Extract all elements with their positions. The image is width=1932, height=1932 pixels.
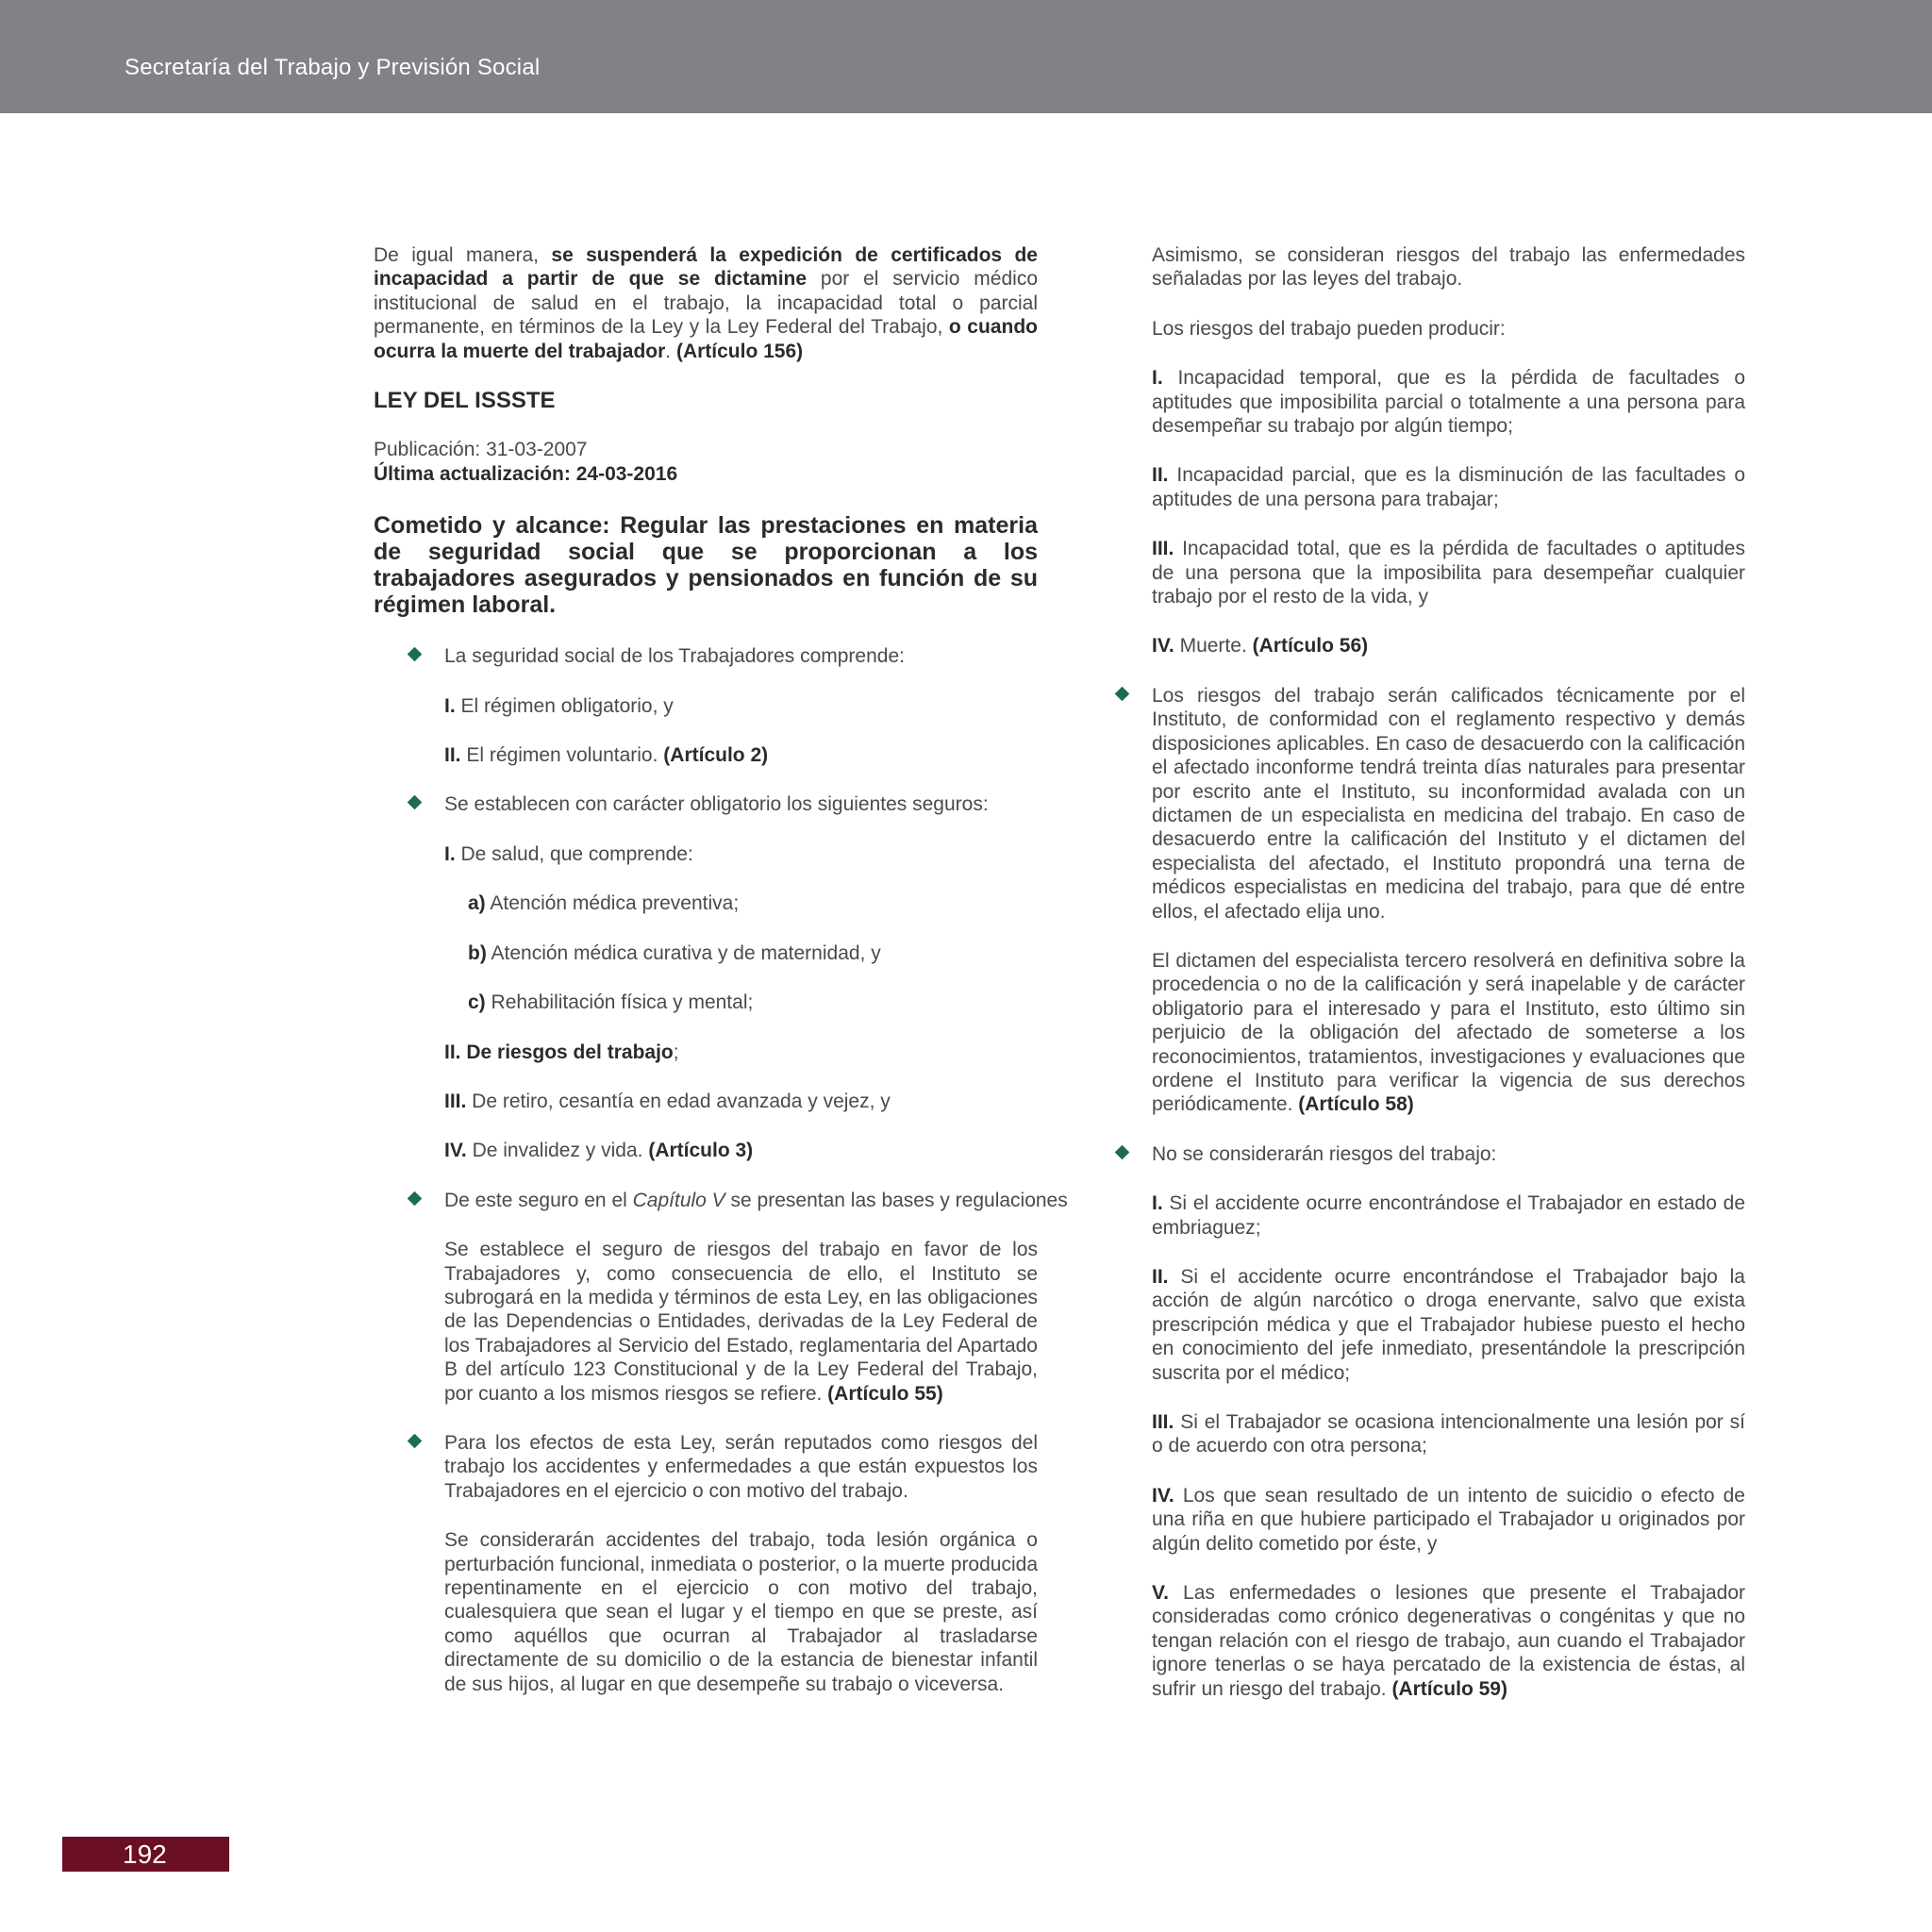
article-ref: (Artículo 156) — [675, 340, 804, 362]
article-ref: (Artículo 3) — [648, 1140, 754, 1162]
intro-paragraph: De igual manera, se suspenderá la expedición de certificados de incapacidad a partir de que se dictamine por el servicio médico institucional de salud en el trabajo, la incapacidad total o parcial permanente, en términos de la Ley y la Ley Federal del Trabajo, o cuando ocurra la muerte del trabajador. (Artículo 156) — [374, 244, 1039, 362]
diamond-bullet-icon — [1115, 687, 1130, 702]
last-update: Última actualización: 24-03-2016 — [374, 462, 678, 485]
page-header — [0, 0, 1932, 113]
right-column: Asimismo, se consideran riesgos del trabajo las enfermedades señaladas por las leyes del trabajo. Los riesgos del trabajo pueden producir: I. Incapacidad temporal, que es la pérdida de facultades o aptitudes que imposibilita parcial o totalmente a una persona para desempeñar su trabajo por algún tiempo; II. Incapacidad parcial, que es la disminución de las facultades o aptitudes de una persona para trabajar; III. Incapacidad total, que es la pérdida de facultades o aptitudes de una persona que la imposibilita para desempeñar cualquier trabajo por el resto de la vida, y IV. Muerte. (Artículo 56) Los riesgos del trabajo serán calificados técnicamente por el Instituto, de conformidad con el reglamento respectivo y demás disposiciones aplicables. En caso de desacuerdo con la calificación el afectado inconforme tendrá treinta días naturales para presentar por escrito ante el Instituto, su inconformidad avalada con un dictamen de un especialista en medicina del trabajo. En caso de desacuerdo entre la calificación del Instituto y el dictamen del especialista del afectado, el Instituto propondrá una terna de médicos especialistas en medicina del trabajo, para que dé entre ellos, el afectado elija uno. El dictamen del especialista tercero resolverá en definitiva sobre la procedencia o no de la calificación y será inapelable y de carácter obligatorio para el interesado y para el Instituto, esto último sin perjuicio de la obligación del afectado de someterse a los reconocimientos, tratamientos, investigaciones y evaluaciones que ordene el Instituto para verificar la vigencia de sus derechos periódicamente. (Artículo 58) No se considerarán riesgos del trabajo: I. Si el accidente ocurre encontrándose el Trabajador en estado de embriaguez; II. Si el accidente ocurre encontrándose el Trabajador bajo la acción de algún narcótico o droga enervante, salvo que exista prescripción médica y que el Trabajador hubiese puesto el hecho en conocimiento del jefe inmediato, presentándole la prescripción suscrita por el médico; III. Si el Trabajador se ocasiona intencionalmente una lesión por sí o de acuerdo con otra persona; IV. Los que sean resultado de un intento de suicidio o efecto de una riña en que hubiere participado el Trabajador u originados por algún delito cometido por éste, y V. Las enfermedades o lesiones que presente el Trabajador consideradas como crónico degenerativas o congénitas y que no tengan relación con el riesgo de trabajo, aun cuando el Trabajador ignore tenerlas o se haya percatado de la existencia de éstas, al sufrir un riesgo del trabajo. (Artículo 59) — [1152, 243, 1745, 1726]
article-ref: (Artículo 59) — [1391, 1677, 1507, 1700]
list-item: No se considerarán riesgos del trabajo: I. Si el accidente ocurre encontrándose el Trabajador en estado de embriaguez; II. Si el accidente ocurre encontrándose el Trabajador bajo la acción de algún narcótico o droga enervante, salvo que exista prescripción médica y que el Trabajador hubiese puesto el hecho en conocimiento del jefe inmediato, presentándole la prescripción suscrita por el médico; III. Si el Trabajador se ocasiona intencionalmente una lesión por sí o de acuerdo con otra persona; IV. Los que sean resultado de un intento de suicidio o efecto de una riña en que hubiere participado el Trabajador u originados por algún delito cometido por éste, y V. Las enfermedades o lesiones que presente el Trabajador consideradas como crónico degenerativas o congénitas y que no tengan relación con el riesgo de trabajo, aun cuando el Trabajador ignore tenerlas o se haya percatado de la existencia de éstas, al sufrir un riesgo del trabajo. (Artículo 59) — [1152, 1142, 1745, 1701]
header-title: Secretaría del Trabajo y Previsión Social — [125, 55, 541, 80]
diamond-bullet-icon — [408, 1434, 423, 1449]
article-ref: (Artículo 2) — [663, 744, 769, 767]
diamond-bullet-icon — [1115, 1145, 1130, 1160]
law-title: LEY DEL ISSSTE — [374, 388, 556, 414]
diamond-bullet-icon — [408, 1191, 423, 1206]
list-item: Los riesgos del trabajo serán calificados técnicamente por el Instituto, de conformidad con el reglamento respectivo y demás disposiciones aplicables. En caso de desacuerdo con la calificación el afectado inconforme tendrá treinta días naturales para presentar por escrito ante el Instituto, su inconformidad avalada con un dictamen de un especialista en medicina del trabajo. En caso de desacuerdo entre la calificación del Instituto y el dictamen del especialista del afectado, el Instituto propondrá una terna de médicos especialistas en medicina del trabajo, para que dé entre ellos, el afectado elija uno. El dictamen del especialista tercero resolverá en definitiva sobre la procedencia o no de la calificación y será inapelable y de carácter obligatorio para el interesado y para el Instituto, esto último sin perjuicio de la obligación del afectado de someterse a los reconocimientos, tratamientos, investigaciones y evaluaciones que ordene el Instituto para verificar la vigencia de sus derechos periódicamente. (Artículo 58) — [1152, 684, 1745, 1117]
list-item: De este seguro en el Capítulo V se presentan las bases y regulaciones Se establece el seguro de riesgos del trabajo en favor de los Trabajadores y, como consecuencia de ello, el Instituto se subrogará en la medida y términos de esta Ley, en las obligaciones de las Dependencias o Entidades, derivadas de la Ley Federal de los Trabajadores al Servicio del Estado, reglamentaria del Apartado B del artículo 123 Constitucional y de la Ley Federal del Trabajo, por cuanto a los mismos riesgos se refiere. (Artículo 55) — [374, 1189, 1038, 1406]
article-ref: (Artículo 55) — [827, 1382, 943, 1405]
list-item: Para los efectos de esta Ley, serán reputados como riesgos del trabajo los accidentes y enfermedades a que están expuestos los Trabajadores en el ejercicio o con motivo del trabajo. Se considerarán accidentes del trabajo, toda lesión orgánica o perturbación funcional, inmediata o posterior, o la muerte producida repentinamente en el ejercicio o con motivo del trabajo, cualesquiera que sean el lugar y el tiempo en que se preste, así como aquéllos que ocurran al Trabajador al trasladarse directamente de su domicilio o de la estancia de bienestar infantil de sus hijos, al lugar en que desempeñe su trabajo o viceversa. — [374, 1431, 1038, 1696]
left-column — [374, 243, 1068, 1722]
list-item: Se establecen con carácter obligatorio los siguientes seguros: I. De salud, que comprende: a) Atención médica preventiva; b) Atención médica curativa y de maternidad, y c) Rehabilitación física y mental; II. De riesgos del trabajo; III. De retiro, cesantía en edad avanzada y vejez, y IV. De invalidez y vida. (Artículo 3) — [374, 792, 1038, 1162]
list-item: La seguridad social de los Trabajadores comprende: I. El régimen obligatorio, y II. El régimen voluntario. (Artículo 2) — [374, 644, 1038, 767]
page-number: 192 — [123, 1840, 167, 1869]
article-ref: (Artículo 58) — [1298, 1093, 1414, 1116]
page-number-badge — [62, 1837, 229, 1872]
article-ref: (Artículo 56) — [1252, 635, 1369, 658]
publication-date: Publicación: 31-03-2007 — [374, 439, 588, 461]
diamond-bullet-icon — [408, 647, 423, 662]
diamond-bullet-icon — [408, 795, 423, 810]
scope-statement: Cometido y alcance: Regular las prestaciones en materia de seguridad social que se proporcionan a los trabajadores asegurados y pensionados en función de su régimen laboral. — [374, 512, 1038, 619]
